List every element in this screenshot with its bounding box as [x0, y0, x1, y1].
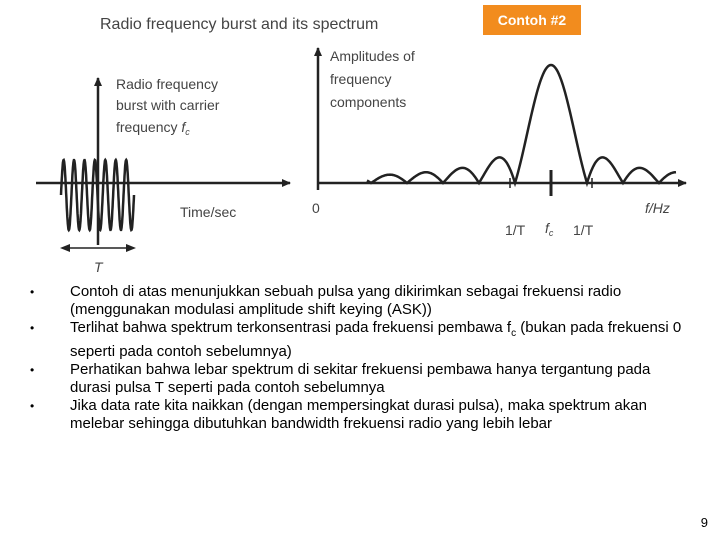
spectrum-origin-label: 0 [312, 200, 320, 216]
page-number: 9 [700, 515, 708, 530]
bullet-text: Contoh di atas menunjukkan sebuah pulsa yang dikirimkan sebagai frekuensi radio (menggunakan modulasi amplitude shift keying (ASK)) [70, 283, 622, 318]
bullet-symbol: • [30, 399, 35, 413]
spectrum-plot [312, 48, 686, 238]
bullet-item [30, 361, 690, 397]
bullet-item [30, 319, 690, 361]
right-width-label: 1/T [573, 222, 594, 238]
duration-label: T [94, 259, 103, 275]
example-badge: Contoh #2 [483, 5, 581, 35]
bullet-symbol: • [30, 363, 35, 377]
bullet-item [30, 283, 690, 319]
spectrum-y-label-line-2: frequency [330, 71, 392, 87]
duration-arrow-left-head [60, 244, 70, 252]
spectrum-curve [367, 65, 676, 183]
left-width-label: 1/T [505, 222, 526, 238]
bullet-symbol: • [30, 321, 35, 335]
bullet-item [30, 397, 690, 433]
bullet-text: Jika data rate kita naikkan (dengan mempersingkat durasi pulsa), maka spektrum akan melebar sehingga dibutuhkan bandwidth frekuensi radio yang lebih lebar [70, 397, 647, 432]
time-axis-label: Time/sec [180, 204, 237, 220]
fc-label: $f_c$ [545, 220, 554, 238]
burst-label-line-3: frequency $f_c$ [116, 119, 190, 137]
duration-arrow-right-head [126, 244, 136, 252]
burst-label-line-1: Radio frequency [116, 76, 218, 92]
bullet-symbol: • [30, 285, 35, 299]
bullet-text: Terlihat bahwa spektrum terkonsentrasi pada frekuensi pembawa $f_c$ (bukan pada frekuensi 0 seperti pada contoh sebelumnya) [70, 319, 682, 360]
spectrum-y-label-line-3: components [330, 94, 407, 110]
burst-label-line-2: burst with carrier [116, 97, 220, 113]
spectrum-x-axis-label: f/Hz [645, 200, 670, 216]
time-domain-plot [36, 76, 290, 275]
bullet-text: Perhatikan bahwa lebar spektrum di sekitar frekuensi pembawa hanya tergantung pada durasi pulsa T seperti pada contoh sebelumnya [70, 361, 651, 396]
bullet-list [30, 283, 690, 433]
figure-title: Radio frequency burst and its spectrum [100, 16, 379, 33]
spectrum-y-label-line-1: Amplitudes of [330, 48, 415, 64]
